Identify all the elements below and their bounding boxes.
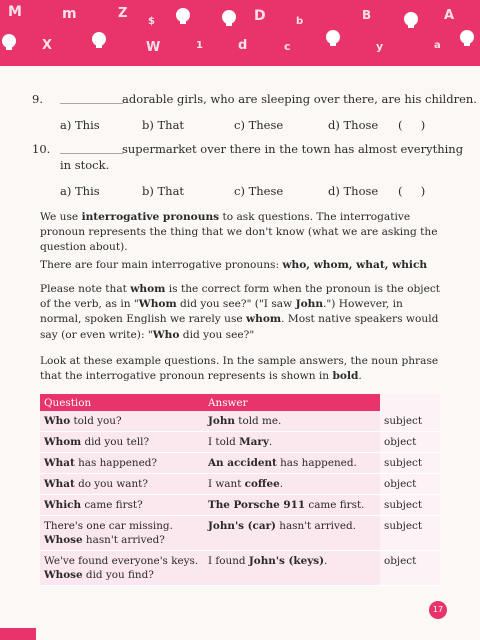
banner-letter: 1 — [196, 40, 203, 51]
banner-letter: a — [434, 40, 441, 51]
lightbulb-icon — [326, 30, 340, 44]
table-row — [40, 411, 440, 432]
banner-letter: y — [376, 40, 384, 53]
banner-letter: Z — [118, 6, 128, 21]
examples-table — [40, 394, 440, 586]
column-header-question: Question — [40, 394, 204, 411]
question-number: 9. — [32, 92, 43, 106]
question-number: 10. — [32, 142, 51, 156]
banner-letter: c — [284, 40, 291, 53]
answer-cell: John told me. — [204, 411, 380, 432]
table-header-row — [40, 394, 440, 411]
role-cell: object — [380, 474, 440, 495]
question-cell: Whom did you tell? — [40, 432, 204, 453]
text-run: is the correct form when the pronoun is the object of the verb, as in " — [40, 283, 441, 311]
table-row — [40, 495, 440, 516]
role-cell: subject — [380, 516, 440, 551]
text-run: did you see?" — [179, 328, 255, 341]
role-cell: object — [380, 432, 440, 453]
option-a: a) This — [60, 184, 100, 198]
footer-accent-bar — [0, 628, 36, 640]
question-cell: There's one car missing. Whose hasn't arrived? — [40, 516, 204, 551]
lightbulb-icon — [2, 34, 16, 48]
bold-term: Who — [152, 328, 180, 341]
option-b: b) That — [142, 184, 185, 198]
banner-letter: W — [146, 40, 161, 55]
answer-cell: I found John's (keys). — [204, 551, 380, 586]
bold-term: who, whom, what, which — [282, 259, 428, 271]
text-run: to ask questions. The interrogative pronoun represents the thing that we don't know (what we are asking the question about). — [40, 211, 438, 254]
table-row — [40, 516, 440, 551]
option-b: b) That — [142, 118, 185, 132]
banner-letter: D — [254, 8, 266, 24]
answer-cell: An accident has happened. — [204, 453, 380, 474]
answer-blank: ___________ — [60, 90, 124, 104]
option-d: d) Those — [328, 184, 379, 198]
option-c: c) These — [234, 118, 284, 132]
answer-blank: ___________ — [60, 140, 124, 154]
text-run: We use — [40, 211, 82, 223]
text-run: There are four main interrogative pronouns: — [40, 259, 283, 271]
lightbulb-icon — [92, 32, 106, 46]
paragraph-examples-intro — [40, 354, 445, 384]
answer-cell: I told Mary. — [204, 432, 380, 453]
table-row — [40, 474, 440, 495]
question-cell: We've found everyone's keys. Whose did you find? — [40, 551, 204, 586]
table-row — [40, 432, 440, 453]
role-cell: subject — [380, 411, 440, 432]
question-cell: What has happened? — [40, 453, 204, 474]
lightbulb-icon — [222, 10, 236, 24]
bold-term: John — [295, 298, 324, 311]
role-cell: subject — [380, 495, 440, 516]
text-run: .") However, in normal, spoken English we rarely use — [40, 298, 403, 326]
banner-letter: M — [8, 4, 22, 20]
banner-letter: B — [362, 8, 372, 22]
lightbulb-icon — [404, 12, 418, 26]
question-text: adorable girls, who are sleeping over there, are his children. — [122, 92, 477, 106]
table-row — [40, 453, 440, 474]
banner-letter: d — [238, 38, 248, 53]
option-c: c) These — [234, 184, 284, 198]
banner-letter: m — [62, 6, 77, 22]
bold-term: bold — [332, 370, 359, 383]
bold-term: interrogative pronouns — [81, 211, 220, 223]
bold-term: Whom — [138, 298, 177, 311]
text-run: did you see?" ("I saw — [176, 298, 296, 311]
text-run: . Most native speakers would say (or even write): " — [40, 313, 439, 341]
question-continuation: in stock. — [60, 158, 110, 172]
lightbulb-icon — [460, 30, 474, 44]
banner-letter: b — [296, 16, 304, 27]
text-run: . — [358, 370, 362, 383]
option-d: d) Those — [328, 118, 379, 132]
banner-letter: A — [444, 8, 455, 23]
question-text: supermarket over there in the town has almost everything — [122, 142, 464, 156]
text-run: Please note that — [40, 283, 131, 295]
header-banner — [0, 0, 480, 66]
question-cell: Which came first? — [40, 495, 204, 516]
bold-term: whom — [246, 313, 282, 326]
answer-cell: John's (car) hasn't arrived. — [204, 516, 380, 551]
question-cell: What do you want? — [40, 474, 204, 495]
bold-term: whom — [130, 283, 166, 295]
role-cell: subject — [380, 453, 440, 474]
answer-bracket: ( ) — [398, 184, 426, 198]
answer-cell: I want coffee. — [204, 474, 380, 495]
lightbulb-icon — [176, 8, 190, 22]
column-header-answer: Answer — [204, 394, 380, 411]
option-a: a) This — [60, 118, 100, 132]
paragraph-interrogative-intro — [40, 210, 445, 256]
column-header-role — [380, 394, 440, 411]
paragraph-whom-note — [40, 282, 445, 343]
answer-cell: The Porsche 911 came first. — [204, 495, 380, 516]
table-row — [40, 551, 440, 586]
answer-bracket: ( ) — [398, 118, 426, 132]
role-cell: object — [380, 551, 440, 586]
banner-letter: $ — [148, 16, 155, 27]
page-number: 17 — [429, 601, 447, 619]
paragraph-main-pronouns — [40, 258, 445, 273]
text-run: Look at these example questions. In the sample answers, the noun phrase that the interrogative pronoun represents is shown in — [40, 355, 439, 383]
question-cell: Who told you? — [40, 411, 204, 432]
banner-letter: X — [42, 38, 53, 53]
